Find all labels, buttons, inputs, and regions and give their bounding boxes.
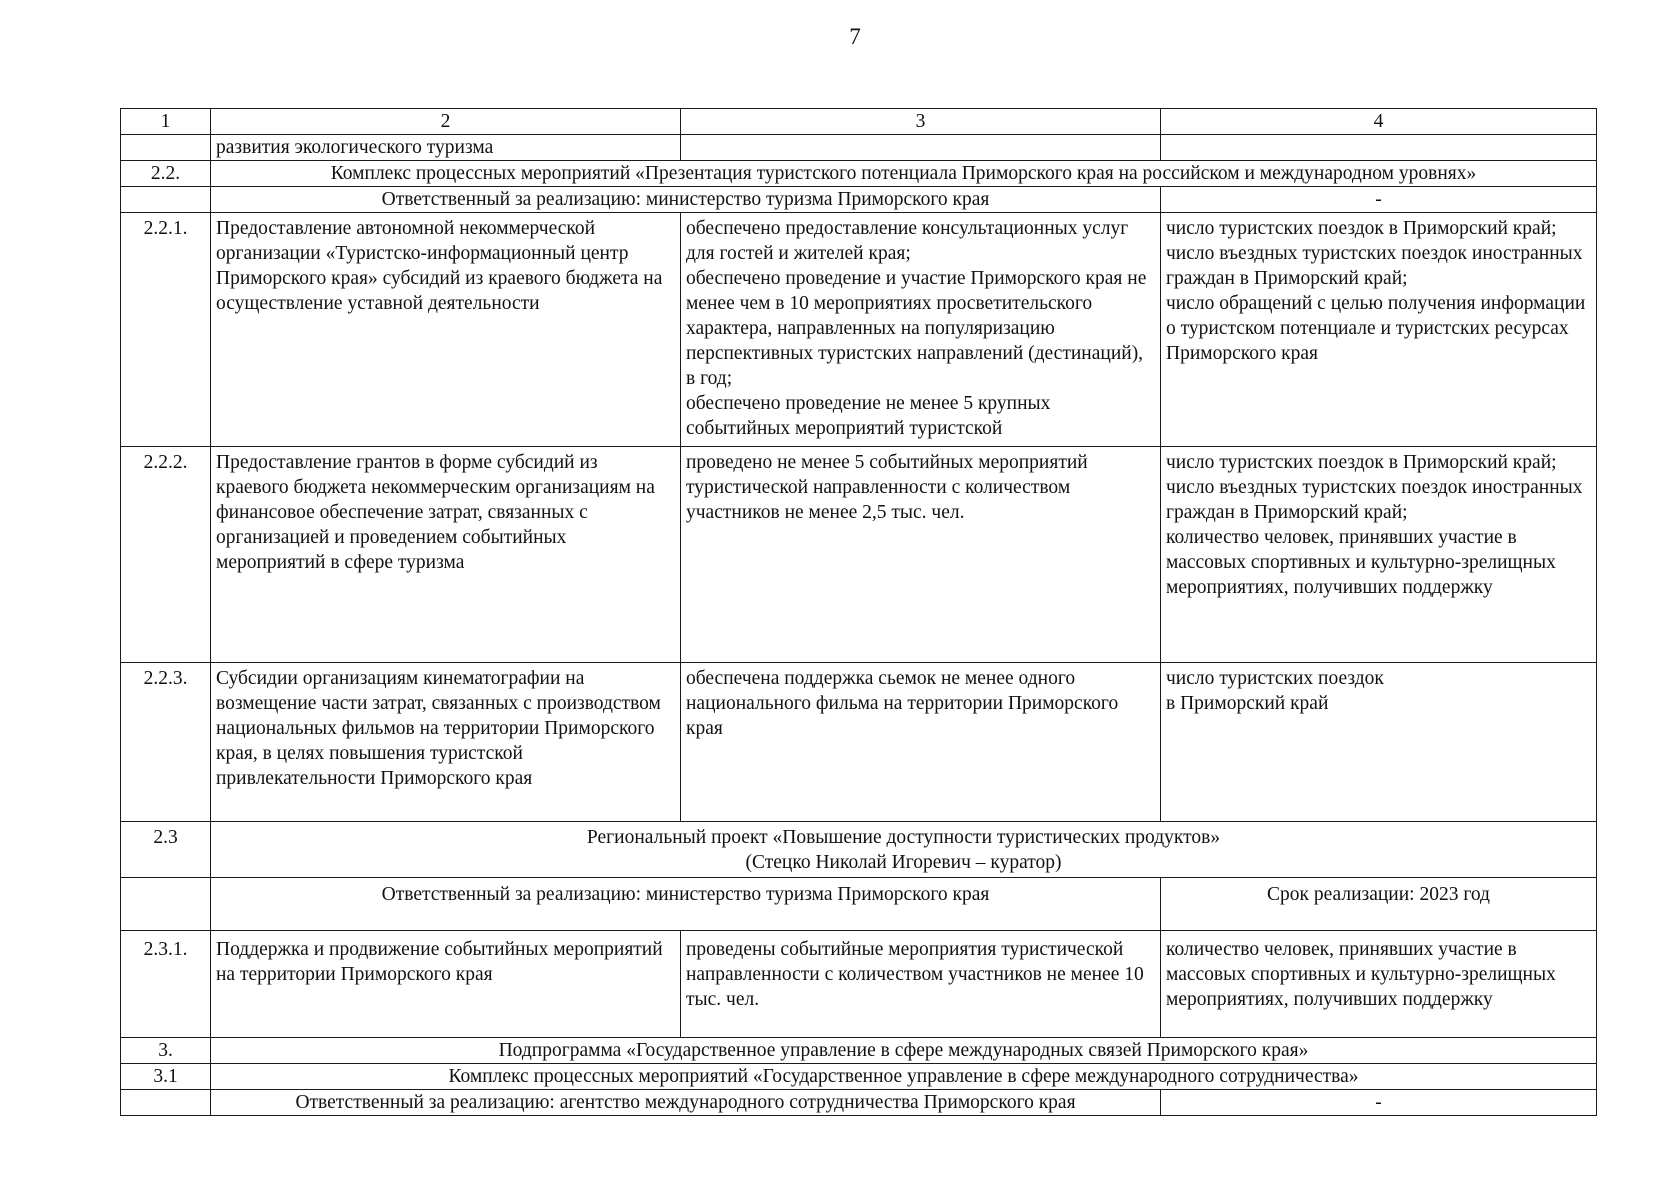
row-number-cell <box>121 1090 211 1116</box>
column-number: 4 <box>1161 109 1597 135</box>
responsible-row <box>121 878 1597 931</box>
task-cell: Субсидии организациям кинематографии на возмещение части затрат, связанных с производством национальных фильмов на территории Приморского края, в целях повышения туристской привлекательности Приморского края <box>211 663 681 822</box>
task-cell: развития экологического туризма <box>211 135 681 161</box>
measures-table <box>120 108 1597 1116</box>
row-number: 2.2. <box>121 161 211 187</box>
section-row <box>121 1038 1597 1064</box>
column-number: 1 <box>121 109 211 135</box>
term-text: - <box>1161 1090 1597 1116</box>
curator-text: (Стецко Николай Игоревич – куратор) <box>745 852 1062 873</box>
task-cell: Предоставление грантов в форме субсидий из краевого бюджета некоммерческим организациям на финансовое обеспечение затрат, связанных с организацией и проведением событийных мероприятий в сфере туризма <box>211 447 681 663</box>
table-row <box>121 663 1597 822</box>
task-cell: Предоставление автономной некоммерческой организации «Туристско-информационный центр Приморского края» субсидий из краевого бюджета на осуществление уставной деятельности <box>211 213 681 447</box>
section-title: Комплекс процессных мероприятий «Государственное управление в сфере международного сотрудничества» <box>211 1064 1597 1090</box>
section-row <box>121 822 1597 878</box>
section-title-cell <box>211 822 1597 878</box>
section-title: Региональный проект «Повышение доступности туристических продуктов» <box>586 827 1221 848</box>
indicator-cell: количество человек, принявших участие в массовых спортивных и культурно-зрелищных мероприятиях, получивших поддержку <box>1161 931 1597 1038</box>
responsible-text: Ответственный за реализацию: агентство международного сотрудничества Приморского края <box>211 1090 1161 1116</box>
row-number-cell <box>121 187 211 213</box>
row-number: 2.2.1. <box>121 213 211 447</box>
task-cell: Поддержка и продвижение событийных мероприятий на территории Приморского края <box>211 931 681 1038</box>
table-row <box>121 447 1597 663</box>
column-number: 3 <box>681 109 1161 135</box>
page-number: 7 <box>849 24 861 49</box>
indicator-cell <box>1161 135 1597 161</box>
result-cell: обеспечено предоставление консультационных услуг для гостей и жителей края; обеспечено проведение и участие Приморского края не менее чем в 10 мероприятиях просветительского характера, направленных на популяризацию перспективных туристских направлений (дестинаций), в год; обеспечено проведение не менее 5 крупных событийных мероприятий туристской <box>681 213 1161 447</box>
section-row <box>121 161 1597 187</box>
term-text: Срок реализации: 2023 год <box>1161 878 1597 931</box>
result-cell: проведено не менее 5 событийных мероприятий туристической направленности с количеством участников не менее 2,5 тыс. чел. <box>681 447 1161 663</box>
row-number: 3. <box>121 1038 211 1064</box>
responsible-row <box>121 187 1597 213</box>
column-number-row <box>121 109 1597 135</box>
row-number: 2.2.2. <box>121 447 211 663</box>
indicator-cell: число туристских поездок в Приморский край; число въездных туристских поездок иностранных граждан в Приморский край; количество человек, принявших участие в массовых спортивных и культурно-зрелищных мероприятиях, получивших поддержку <box>1161 447 1597 663</box>
responsible-row <box>121 1090 1597 1116</box>
row-number-cell <box>121 135 211 161</box>
table-row <box>121 931 1597 1038</box>
section-title: Комплекс процессных мероприятий «Презентация туристского потенциала Приморского края на российском и международном уровнях» <box>211 161 1597 187</box>
column-number: 2 <box>211 109 681 135</box>
section-row <box>121 1064 1597 1090</box>
row-number: 2.3.1. <box>121 931 211 1038</box>
row-number: 2.3 <box>121 822 211 878</box>
row-number: 2.2.3. <box>121 663 211 822</box>
table-row <box>121 213 1597 447</box>
responsible-text: Ответственный за реализацию: министерство туризма Приморского края <box>211 187 1161 213</box>
term-text: - <box>1161 187 1597 213</box>
table-row <box>121 135 1597 161</box>
result-cell: обеспечена поддержка сьемок не менее одного национального фильма на территории Приморского края <box>681 663 1161 822</box>
row-number-cell <box>121 878 211 931</box>
row-number: 3.1 <box>121 1064 211 1090</box>
section-title: Подпрограмма «Государственное управление в сфере международных связей Приморского края» <box>211 1038 1597 1064</box>
indicator-cell: число туристских поездок в Приморский край <box>1161 663 1597 822</box>
indicator-cell: число туристских поездок в Приморский край; число въездных туристских поездок иностранных граждан в Приморский край; число обращений с целью получения информации о туристском потенциале и туристских ресурсах Приморского края <box>1161 213 1597 447</box>
result-cell <box>681 135 1161 161</box>
responsible-text: Ответственный за реализацию: министерство туризма Приморского края <box>211 878 1161 931</box>
result-cell: проведены событийные мероприятия туристической направленности с количеством участников не менее 10 тыс. чел. <box>681 931 1161 1038</box>
